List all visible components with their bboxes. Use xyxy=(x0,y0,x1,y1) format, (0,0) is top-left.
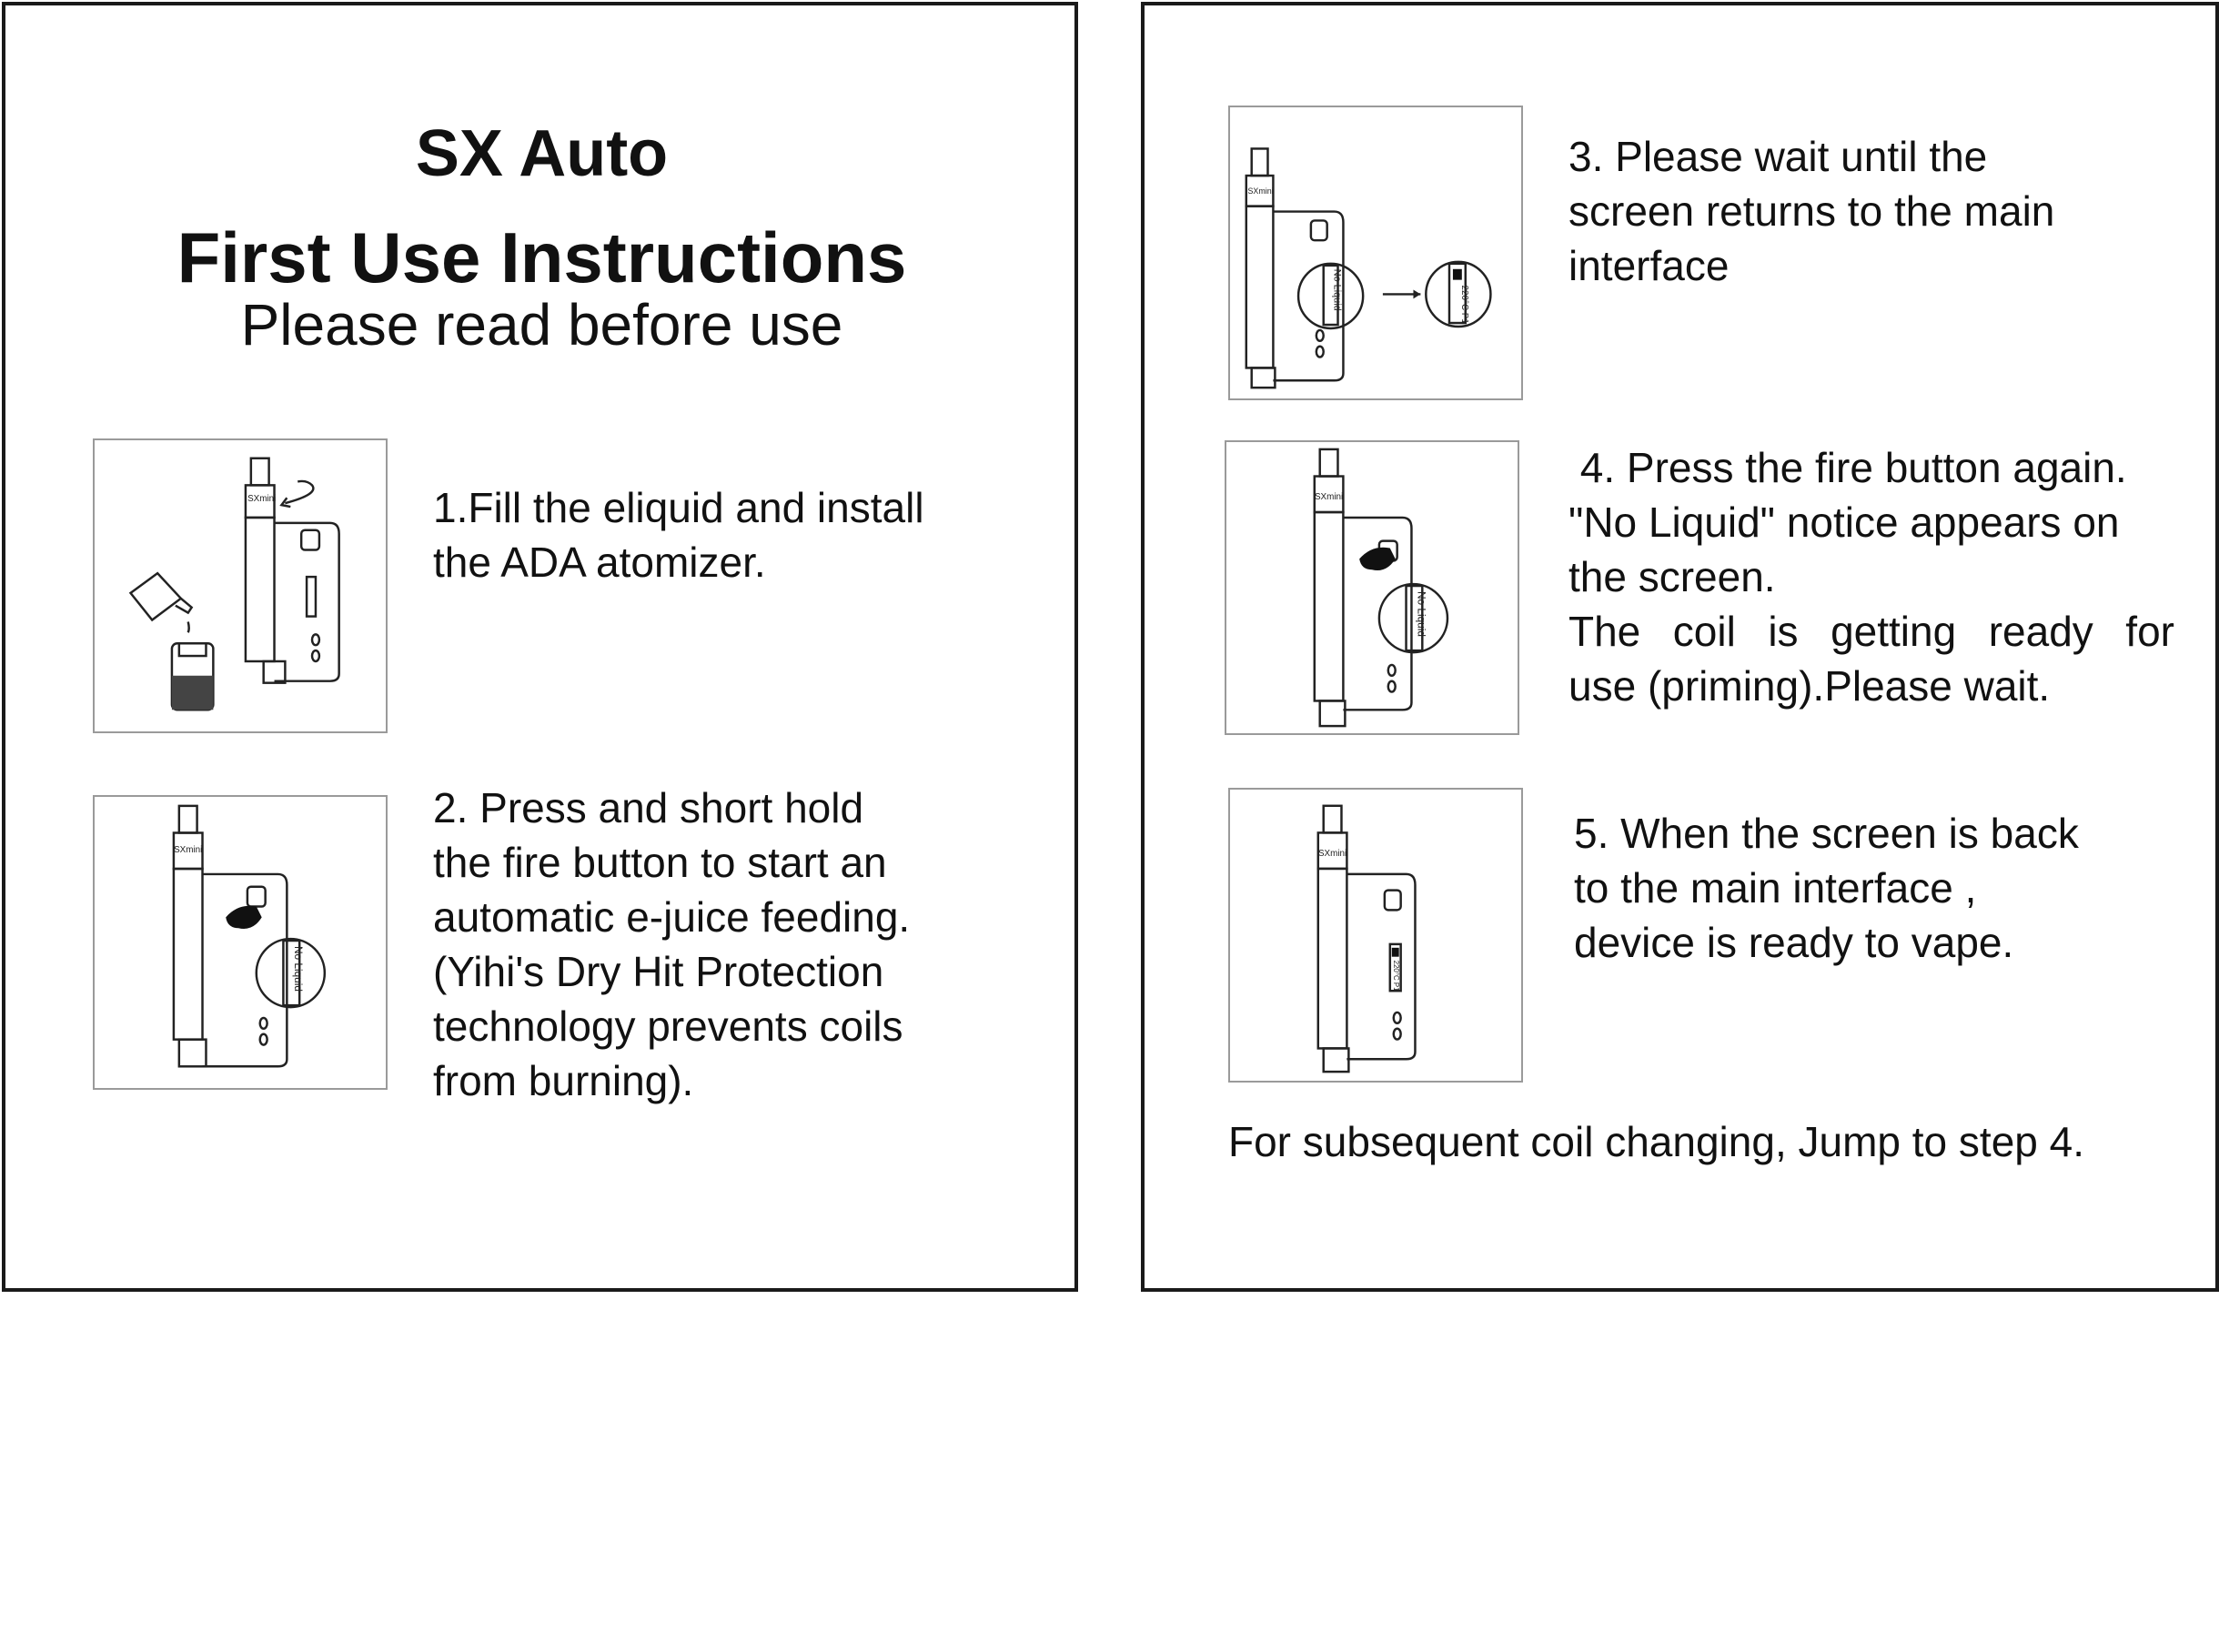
left-page xyxy=(2,2,1078,1292)
svg-text:No Liquid: No Liquid xyxy=(1331,268,1343,311)
step-line: (Yihi's Dry Hit Protection xyxy=(433,948,884,995)
step-line: screen returns to the main xyxy=(1568,187,2055,235)
step-line: "No Liquid" notice appears on xyxy=(1568,499,2120,546)
step-line: to the main interface , xyxy=(1574,864,1977,912)
step-1-text xyxy=(433,480,924,589)
step-line: use (priming).Please wait. xyxy=(1568,662,2051,710)
step-line: 1.Fill the eliquid and install xyxy=(433,484,924,531)
step-line: automatic e-juice feeding. xyxy=(433,893,911,941)
svg-text:SXmini: SXmini xyxy=(174,845,203,856)
svg-text:220°C P1: 220°C P1 xyxy=(1391,960,1400,992)
step-line: 4. Press the fire button again. xyxy=(1568,444,2127,491)
svg-text:SXmini: SXmini xyxy=(1317,849,1347,860)
svg-text:SXmini: SXmini xyxy=(1314,492,1344,503)
step-2-illustration xyxy=(93,795,388,1090)
page-heading: First Use Instructions xyxy=(177,217,907,297)
step-1-illustration xyxy=(93,438,388,733)
svg-text:No Liquid: No Liquid xyxy=(1415,590,1428,637)
step-line: The coil is getting ready for xyxy=(1568,608,2174,655)
step-4-text xyxy=(1568,440,2174,713)
step-line: the screen. xyxy=(1568,553,1776,600)
step-line: 5. When the screen is back xyxy=(1574,810,2079,857)
product-title: SX Auto xyxy=(415,117,669,190)
right-page xyxy=(1141,2,2219,1292)
page-subtitle: Please read before use xyxy=(240,292,843,358)
step-line: the ADA atomizer. xyxy=(433,539,766,586)
step-line: device is ready to vape. xyxy=(1574,919,2014,966)
step-3-illustration xyxy=(1228,106,1523,400)
svg-text:220°C P1: 220°C P1 xyxy=(1458,285,1469,324)
svg-text:SXmini: SXmini xyxy=(1247,186,1274,196)
step-5-text xyxy=(1574,806,2079,970)
step-3-text xyxy=(1568,129,2054,293)
step-2-text xyxy=(433,781,910,1108)
step-4-illustration xyxy=(1225,440,1519,735)
step-line: interface xyxy=(1568,242,1730,289)
step-line: 3. Please wait until the xyxy=(1568,133,1988,180)
footer-note: For subsequent coil changing, Jump to step 4. xyxy=(1228,1118,2085,1165)
step-line: 2. Press and short hold xyxy=(433,784,864,831)
svg-text:No Liquid: No Liquid xyxy=(292,945,306,992)
step-line: from burning). xyxy=(433,1057,694,1104)
step-line: technology prevents coils xyxy=(433,1002,903,1050)
step-5-illustration xyxy=(1228,788,1523,1083)
step-line: the fire button to start an xyxy=(433,839,887,886)
brand-label: SXmini xyxy=(247,494,277,505)
